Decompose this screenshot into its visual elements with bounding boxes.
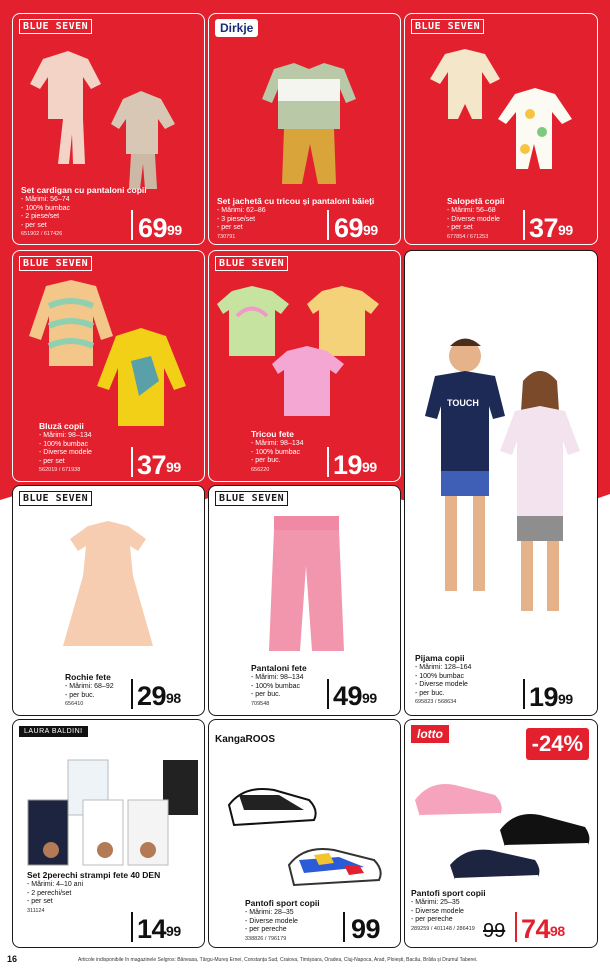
spec-line: - 100% bumbac	[415, 672, 465, 680]
price	[137, 915, 181, 943]
spec-line: - per buc.	[65, 691, 95, 699]
old-price: 99	[483, 920, 506, 942]
price-divider	[131, 210, 133, 240]
romper-image	[420, 44, 585, 179]
spec-line: - per set	[447, 224, 473, 231]
product-card-kangaroos-shoes[interactable]	[208, 719, 401, 948]
product-info	[251, 429, 304, 474]
price-cents: 98	[550, 923, 565, 939]
brand-logo: BLUE SEVEN	[19, 19, 92, 34]
price-integer: 37	[137, 450, 167, 480]
product-card-pants[interactable]	[208, 485, 401, 716]
spec-line: - Mărimi: 128–164	[415, 664, 472, 671]
spec-line: - per set	[217, 224, 243, 231]
product-title: Pijama copii	[415, 653, 465, 663]
pajama-kids-image	[415, 331, 590, 631]
product-info	[447, 196, 505, 241]
sweatshirt-image	[21, 276, 196, 436]
product-title: Pantofi sport copii	[411, 888, 486, 898]
price	[521, 915, 565, 943]
spec-line: - Mărimi: 62–86	[217, 207, 266, 214]
product-title: Pantaloni fete	[251, 663, 307, 673]
spec-line: - Mărimi: 98–134	[39, 432, 92, 439]
product-info	[415, 653, 471, 707]
price-integer: 37	[529, 213, 559, 243]
price-cents: 99	[362, 690, 377, 706]
price	[529, 683, 573, 711]
product-title: Salopetă copii	[447, 196, 505, 206]
product-info	[411, 888, 486, 933]
spec-line: - per buc.	[251, 691, 281, 698]
shirt-print-text: TOUCH	[447, 398, 479, 408]
price-divider	[131, 912, 133, 942]
footer-note: Articole indisponibile în magazinele Selgros: Băneasa, Târgu-Mureș Ernei, Constanța Sud, Craiova, Timișoara, Oradea, Cluj-Napoca, Arad, Ploiești, Bacău, Brăila și Drumul Taberei.	[78, 957, 478, 963]
product-title: Set cardigan cu pantaloni copii	[21, 185, 147, 195]
product-card-tights[interactable]	[12, 719, 205, 948]
price	[137, 451, 181, 479]
spec-line: - Diverse modele	[39, 449, 92, 456]
spec-line: - Mărimi: 68–92	[65, 683, 114, 690]
product-info	[245, 898, 320, 943]
product-code: 311124	[27, 907, 45, 914]
price-divider	[131, 447, 133, 477]
spec-line: - per set	[39, 457, 65, 465]
brand-logo: BLUE SEVEN	[215, 491, 288, 506]
price	[137, 682, 181, 710]
product-title: Pantofi sport copii	[245, 898, 320, 908]
price-divider	[327, 210, 329, 240]
spec-line: - 100% bumbac	[251, 448, 301, 456]
product-code: 289259 / 401148 / 286419	[411, 925, 475, 932]
product-code: 651902 / 617426	[21, 231, 63, 237]
spec-line: - Diverse modele	[447, 215, 500, 223]
product-code: 338826 / 796179	[245, 935, 287, 942]
price-cents: 98	[166, 690, 181, 706]
price	[529, 214, 573, 242]
product-code: 695823 / 568634	[415, 699, 457, 705]
spec-line: - 2 piese/set	[21, 213, 60, 220]
price-integer: 19	[333, 450, 363, 480]
price-divider	[523, 679, 525, 709]
spec-line: - Mărimi: 4–10 ani	[27, 881, 84, 888]
price-cents: 99	[363, 222, 378, 238]
price	[333, 682, 377, 710]
product-card-lotto-shoes[interactable]	[404, 719, 598, 948]
spec-line: - per set	[27, 898, 53, 905]
price-integer: 14	[137, 914, 167, 944]
brand-logo: BLUE SEVEN	[215, 256, 288, 271]
spec-line: - per set	[21, 221, 47, 229]
price	[334, 214, 378, 242]
product-code: 656220	[251, 466, 270, 473]
price-integer: 19	[529, 682, 559, 712]
spec-line: - per buc.	[251, 457, 281, 464]
product-info	[39, 421, 92, 475]
spec-line: - Mărimi: 56–68	[447, 207, 496, 214]
product-code: 677854 / 671253	[447, 233, 489, 240]
jacket-set-image	[254, 59, 364, 189]
price-integer: 74	[521, 914, 551, 944]
price-cents: 99	[558, 222, 573, 238]
spec-line: - per buc.	[415, 689, 445, 697]
product-card-sweatshirt[interactable]	[12, 250, 205, 482]
product-code: 562019 / 671938	[39, 467, 81, 473]
price-divider	[131, 679, 133, 709]
price-cents: 99	[167, 222, 182, 238]
product-title: Set 2perechi strampi fete 40 DEN	[27, 870, 161, 880]
price	[138, 214, 182, 242]
product-card-pajama[interactable]	[404, 250, 598, 716]
spec-line: - Diverse modele	[415, 681, 468, 688]
product-info	[251, 663, 307, 708]
brand-logo: BLUE SEVEN	[411, 19, 484, 34]
brand-logo-kangaroos: KangaROOS	[215, 734, 276, 745]
price-divider	[523, 210, 525, 240]
product-card-dress[interactable]	[12, 485, 205, 716]
product-code: 709548	[251, 700, 270, 707]
brand-logo: BLUE SEVEN	[19, 491, 92, 506]
price-integer: 29	[137, 681, 167, 711]
product-info	[27, 870, 160, 915]
price-cents: 99	[558, 691, 573, 707]
spec-line: - 100% bumbac	[21, 204, 71, 212]
tshirt-image	[217, 276, 392, 426]
product-title: Bluză copii	[39, 421, 84, 431]
price-integer: 49	[333, 681, 363, 711]
price-integer: 69	[138, 213, 168, 243]
price-integer: 69	[334, 213, 364, 243]
price-cents: 99	[166, 459, 181, 475]
cardigan-set-image	[23, 39, 198, 199]
product-card-tshirt[interactable]	[208, 250, 401, 482]
product-title: Set jachetă cu tricou și pantaloni băieți	[217, 196, 375, 206]
dress-image	[58, 521, 158, 651]
sneakers-image	[410, 755, 595, 890]
price	[351, 915, 380, 943]
price-divider	[327, 447, 329, 477]
brand-logo-lotto: lotto	[411, 725, 449, 743]
brand-logo: BLUE SEVEN	[19, 256, 92, 271]
tights-packages-image	[23, 755, 198, 870]
spec-line: - Mărimi: 98–134	[251, 674, 304, 681]
product-info	[65, 672, 114, 709]
spec-line: - Mărimi: 56–74	[21, 196, 70, 203]
price-divider	[327, 679, 329, 709]
discount-badge: -24%	[526, 728, 589, 760]
product-title: Rochie fete	[65, 672, 111, 682]
spec-line: - 100% bumbac	[39, 440, 89, 448]
product-code: 656410	[65, 701, 84, 707]
spec-line: - Mărimi: 98–134	[251, 440, 304, 447]
price-divider	[515, 912, 517, 942]
brand-logo-laura-baldini: LAURA BALDINI	[19, 726, 88, 737]
product-info	[21, 185, 147, 239]
price-integer: 99	[351, 914, 381, 944]
spec-line: - per pereche	[411, 916, 453, 923]
spec-line: - 2 perechi/set	[27, 889, 72, 897]
spec-line: - per pereche	[245, 926, 287, 933]
product-card-romper[interactable]	[404, 13, 598, 245]
spec-line: - Mărimi: 28–35	[245, 909, 294, 916]
pants-image	[264, 516, 349, 656]
spec-line: - Diverse modele	[411, 907, 464, 915]
product-card-cardigan-set[interactable]	[12, 13, 205, 245]
price-cents: 99	[362, 459, 377, 475]
product-card-jacket-set[interactable]	[208, 13, 401, 245]
product-code: 730791	[217, 233, 236, 240]
spec-line: - 100% bumbac	[251, 682, 301, 690]
sneakers-image	[224, 765, 389, 895]
brand-logo-dirkje: Dirkje	[215, 19, 258, 37]
price-divider	[343, 912, 345, 942]
spec-line: - Mărimi: 25–35	[411, 899, 460, 906]
price	[333, 451, 377, 479]
price-cents: 99	[166, 923, 181, 939]
product-title: Tricou fete	[251, 429, 294, 439]
spec-line: - 3 piese/set	[217, 215, 256, 223]
spec-line: - Diverse modele	[245, 917, 298, 925]
page-number: 16	[7, 954, 18, 964]
